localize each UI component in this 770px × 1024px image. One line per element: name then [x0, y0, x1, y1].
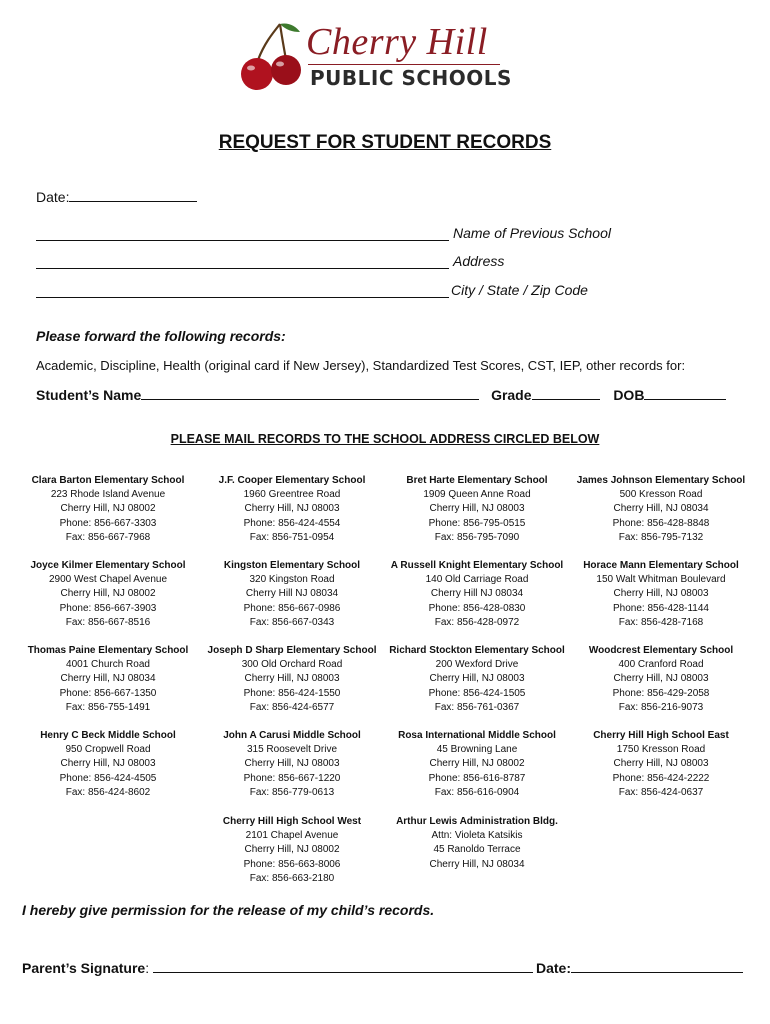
date-label: Date: [36, 189, 70, 205]
school-fax: Fax: 856-667-7968 [65, 531, 151, 543]
school-name: Arthur Lewis Administration Bldg. [396, 816, 558, 827]
previous-school-name-field[interactable] [36, 226, 449, 241]
school-fax: Fax: 856-795-7132 [618, 531, 704, 543]
school-entry[interactable] [384, 729, 570, 800]
school-fax: Fax: 856-424-0637 [618, 786, 704, 798]
student-row [36, 385, 726, 403]
school-address: 1750 Kresson Road [616, 744, 706, 756]
grade-label: Grade [491, 387, 532, 403]
school-fax: Fax: 856-751-0954 [249, 531, 335, 543]
school-name: Kingston Elementary School [223, 560, 361, 571]
school-address: 2900 West Chapel Avenue [48, 574, 168, 586]
date-row [36, 187, 197, 205]
school-city: Cherry Hill, NJ 08034 [429, 858, 525, 870]
page-title: REQUEST FOR STUDENT RECORDS [218, 132, 552, 153]
school-city: Cherry Hill, NJ 08003 [244, 673, 340, 685]
school-entry[interactable] [199, 474, 385, 545]
school-city: Cherry Hill, NJ 08034 [60, 673, 156, 685]
logo-subtitle: PUBLIC SCHOOLS [310, 66, 512, 90]
school-address: 320 Kingston Road [249, 574, 335, 586]
school-entry[interactable] [568, 474, 754, 545]
school-fax: Fax: 856-761-0367 [434, 701, 520, 713]
school-phone: Phone: 856-428-1144 [612, 602, 709, 614]
previous-school-address-label: Address [453, 253, 505, 269]
student-name-field[interactable] [141, 385, 479, 400]
school-phone: Phone: 856-663-8006 [243, 858, 341, 870]
school-entry[interactable] [15, 729, 201, 800]
forward-heading: Please forward the following records: [36, 328, 286, 344]
school-name: Joseph D Sharp Elementary School [207, 645, 377, 656]
school-address: 150 Walt Whitman Boulevard [596, 574, 726, 586]
school-name: Cherry Hill High School West [222, 816, 362, 827]
school-city: Cherry Hill, NJ 08003 [244, 758, 340, 770]
school-fax: Fax: 856-616-0904 [434, 786, 520, 798]
previous-school-city-field[interactable] [36, 283, 449, 298]
signature-date-label: Date: [536, 960, 572, 976]
school-entry[interactable] [384, 644, 570, 715]
school-city: Cherry Hill, NJ 08003 [429, 503, 525, 515]
school-fax: Fax: 856-216-9073 [618, 701, 704, 713]
school-city: Cherry Hill NJ 08034 [430, 588, 524, 600]
school-name: Thomas Paine Elementary School [27, 645, 189, 656]
school-phone: Phone: 856-428-8848 [612, 517, 710, 529]
date-field[interactable] [69, 187, 197, 202]
school-city: Cherry Hill NJ 08034 [245, 588, 339, 600]
school-address: 300 Old Orchard Road [241, 659, 343, 671]
school-name: Horace Mann Elementary School [583, 560, 739, 571]
mail-heading: PLEASE MAIL RECORDS TO THE SCHOOL ADDRESS CIRCLED BELOW [170, 432, 600, 446]
school-phone: Phone: 856-424-4554 [243, 517, 341, 529]
school-name: Henry C Beck Middle School [40, 730, 176, 741]
school-address: 223 Rhode Island Avenue [50, 489, 166, 501]
school-name: Bret Harte Elementary School [406, 475, 548, 486]
school-phone: Phone: 856-424-2222 [612, 772, 710, 784]
school-city: Cherry Hill, NJ 08003 [613, 758, 709, 770]
school-name: Joyce Kilmer Elementary School [30, 560, 186, 571]
school-address: 45 Browning Lane [436, 744, 518, 756]
signature-label: Parent’s Signature [22, 960, 146, 976]
school-city: Cherry Hill, NJ 08002 [429, 758, 525, 770]
permission-statement: I hereby give permission for the release of my child’s records. [22, 902, 435, 918]
school-fax: Fax: 856-667-8516 [65, 616, 151, 628]
school-address: 4001 Church Road [66, 659, 150, 671]
school-name: Richard Stockton Elementary School [389, 645, 565, 656]
school-fax: Fax: 856-755-1491 [65, 701, 151, 713]
school-city: Cherry Hill, NJ 08002 [244, 844, 340, 856]
school-entry[interactable] [384, 559, 570, 630]
dob-field[interactable] [644, 385, 726, 400]
school-fax: Fax: 856-667-0343 [249, 616, 335, 628]
school-entry[interactable] [15, 559, 201, 630]
previous-school-address-field[interactable] [36, 254, 449, 269]
cherry-hill-logo [238, 20, 518, 94]
school-city: Cherry Hill, NJ 08002 [60, 588, 156, 600]
records-description: Academic, Discipline, Health (original card if New Jersey), Standardized Test Scores, CST, IEP, other records for: [36, 358, 686, 373]
school-entry[interactable] [384, 474, 570, 545]
school-name: Rosa International Middle School [398, 730, 556, 741]
signature-date-row [536, 958, 743, 976]
school-city: Cherry Hill, NJ 08034 [613, 503, 709, 515]
school-address: 200 Wexford Drive [435, 659, 519, 671]
school-city: Cherry Hill, NJ 08003 [244, 503, 340, 515]
school-phone: Phone: 856-424-1550 [243, 687, 341, 699]
school-address: 2101 Chapel Avenue [245, 830, 339, 842]
school-entry[interactable] [568, 729, 754, 800]
school-fax: Fax: 856-795-7090 [434, 531, 520, 543]
school-phone: Phone: 856-667-3903 [59, 602, 157, 614]
school-address: 45 Ranoldo Terrace [433, 844, 521, 856]
school-phone: Phone: 856-424-1505 [428, 687, 526, 699]
school-address: 140 Old Carriage Road [425, 574, 529, 586]
school-address: 1909 Queen Anne Road [423, 489, 531, 501]
signature-field[interactable] [153, 958, 533, 973]
school-city: Cherry Hill, NJ 08003 [429, 673, 525, 685]
school-name: J.F. Cooper Elementary School [218, 475, 366, 486]
dob-label: DOB [613, 387, 645, 403]
school-entry[interactable] [568, 644, 754, 715]
student-name-label: Student’s Name [36, 387, 142, 403]
school-address: 1960 Greentree Road [243, 489, 341, 501]
school-address: 500 Kresson Road [619, 489, 703, 501]
school-entry[interactable] [15, 644, 201, 715]
school-address: 950 Cropwell Road [65, 744, 151, 756]
school-name: John A Carusi Middle School [223, 730, 361, 741]
school-fax: Fax: 856-424-6577 [249, 701, 335, 713]
school-name: Woodcrest Elementary School [588, 645, 734, 656]
school-attn: Attn: Violeta Katsikis [431, 830, 523, 842]
school-fax: Fax: 856-424-8602 [65, 786, 151, 798]
school-fax: Fax: 856-663-2180 [249, 872, 335, 884]
school-phone: Phone: 856-424-4505 [59, 772, 157, 784]
cherries-icon [238, 20, 308, 94]
school-name: Clara Barton Elementary School [31, 475, 185, 486]
logo-rule [308, 64, 500, 65]
school-name: James Johnson Elementary School [576, 475, 746, 486]
school-entry[interactable] [384, 815, 570, 872]
school-city: Cherry Hill, NJ 08002 [60, 503, 156, 515]
signature-row [22, 958, 533, 976]
school-name: Cherry Hill High School East [593, 730, 729, 741]
school-phone: Phone: 856-667-1350 [59, 687, 157, 699]
previous-school-name-label: Name of Previous School [453, 225, 611, 241]
school-phone: Phone: 856-795-0515 [428, 517, 526, 529]
grade-field[interactable] [532, 385, 600, 400]
school-phone: Phone: 856-667-1220 [243, 772, 341, 784]
school-address: 315 Roosevelt Drive [246, 744, 338, 756]
school-address: 400 Cranford Road [618, 659, 704, 671]
logo-title: Cherry Hill [306, 21, 488, 63]
signature-colon: : [145, 960, 150, 976]
school-phone: Phone: 856-667-3303 [59, 517, 157, 529]
school-fax: Fax: 856-428-7168 [618, 616, 704, 628]
previous-school-city-label: City / State / Zip Code [451, 282, 588, 298]
school-name: A Russell Knight Elementary School [390, 560, 564, 571]
school-entry[interactable] [199, 644, 385, 715]
school-phone: Phone: 856-429-2058 [612, 687, 710, 699]
school-entry[interactable] [15, 474, 201, 545]
school-fax: Fax: 856-428-0972 [434, 616, 520, 628]
school-phone: Phone: 856-667-0986 [243, 602, 341, 614]
school-entry[interactable] [568, 559, 754, 630]
school-entry[interactable] [199, 559, 385, 630]
school-fax: Fax: 856-779-0613 [249, 786, 335, 798]
school-city: Cherry Hill, NJ 08003 [613, 673, 709, 685]
signature-date-field[interactable] [571, 958, 743, 973]
school-phone: Phone: 856-616-8787 [428, 772, 526, 784]
school-entry[interactable] [199, 729, 385, 800]
school-city: Cherry Hill, NJ 08003 [613, 588, 709, 600]
school-entry[interactable] [199, 815, 385, 886]
school-city: Cherry Hill, NJ 08003 [60, 758, 156, 770]
school-phone: Phone: 856-428-0830 [428, 602, 526, 614]
